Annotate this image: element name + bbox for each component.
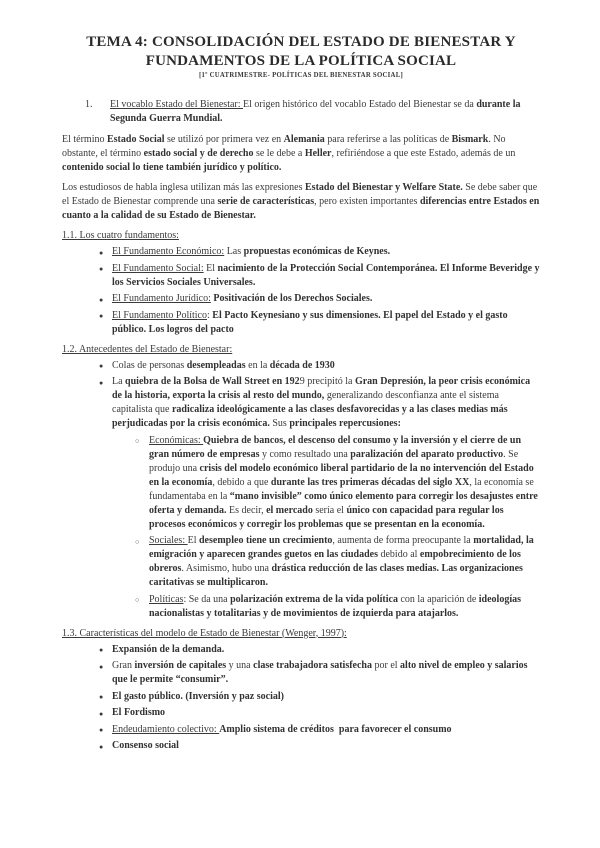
text-content: Económicas: Quiebra de bancos, el descenso del consumo y la inversión y el cierre de un gran número de empresas y como resultado una paralización del aparato productivo. Se produjo una crisis del modelo económico liberal partidario de la no intervención del Estado en la economía, debido a que durante las tres primeras décadas del siglo XX, la economía se fundamentaba en la “mano invisible” como único elemento para corregir los desajustes entre oferta y demanda. Es decir, el mercado sería el único con capacidad para regular los procesos económicos y corregir los problemas que se presentan en la economía. bbox=[149, 434, 541, 530]
bullet-disc-icon: ● bbox=[99, 726, 104, 734]
sub-bullet-list-item bbox=[62, 593, 540, 621]
bullet-list-item bbox=[62, 309, 540, 337]
bullet-list-item bbox=[62, 292, 540, 306]
text-content: El término Estado Social se utilizó por primera vez en Alemania para referirse a las políticas de Bismark. No obstante, el término estado social y de derecho se le debe a Heller, refiriéndose a que este Estado, además de un contenido social lo tiene también jurídico y político. bbox=[62, 134, 518, 173]
bullet-disc-icon: ● bbox=[99, 248, 104, 257]
bullet-disc-icon: ● bbox=[99, 312, 104, 320]
text-content: La quiebra de la Bolsa de Wall Street en 1929 precipitó la Gran Depresión, la peor crisis económica de la historia, exporta la crisis al resto del mundo, generalizando desconfianza ante el sistema capitalista que radicaliza ideológicamente a las clases desfavorecidas y a las clases medias más perjudicadas por la crisis económica. Sus principales repercusiones: bbox=[112, 376, 533, 429]
section-heading bbox=[62, 343, 540, 357]
bullet-disc-icon: ● bbox=[99, 362, 104, 370]
bullet-list-item bbox=[62, 690, 540, 704]
paragraph bbox=[62, 133, 540, 175]
text-content: El Fundamento Económico: Las propuestas económicas de Keynes. bbox=[112, 246, 391, 257]
bullet-list-item bbox=[62, 245, 540, 259]
sub-bullet-list-item bbox=[62, 534, 540, 590]
list-number: 1. bbox=[85, 99, 93, 110]
bullet-circle-icon: ○ bbox=[135, 596, 140, 604]
bullet-list-item bbox=[62, 262, 543, 290]
text-content: 1.2. Antecedentes del Estado de Bienestar: bbox=[62, 343, 233, 355]
paragraph bbox=[62, 181, 540, 223]
bullet-list-item bbox=[62, 659, 540, 687]
numbered-list-item bbox=[62, 98, 540, 126]
bullet-list-item bbox=[62, 723, 540, 737]
text-content: El vocablo Estado del Bienestar: El origen histórico del vocablo Estado del Bienestar se da durante la Segunda Guerra Mundial. bbox=[110, 99, 523, 124]
bullet-circle-icon: ○ bbox=[135, 437, 140, 445]
text-content: El Fordismo bbox=[112, 707, 166, 718]
bullet-disc-icon: ● bbox=[99, 646, 104, 654]
text-content: 1.1. Los cuatro fundamentos: bbox=[62, 230, 179, 241]
section-heading bbox=[62, 229, 540, 243]
document-title-line2: FUNDAMENTOS DE LA POLÍTICA SOCIAL bbox=[145, 52, 457, 69]
bullet-list-item bbox=[62, 643, 540, 657]
section-heading bbox=[62, 627, 540, 641]
text-content: El Fundamento Social: El nacimiento de la Protección Social Contemporánea. El Informe Beveridge y los Servicios Sociales Universales. bbox=[112, 262, 543, 288]
text-content: Políticas: Se da una polarización extrema de la vida política con la aparición de ideologías nacionalistas y totalitarias y de movimientos de izquierda para atajarlos. bbox=[149, 593, 524, 619]
bullet-disc-icon: ● bbox=[99, 378, 104, 387]
document-body bbox=[62, 98, 543, 753]
bullet-disc-icon: ● bbox=[99, 742, 104, 751]
text-content: Los estudiosos de habla inglesa utilizan más las expresiones Estado del Bienestar y Welfare State. Se debe saber que el Estado de Bienestar comprende una serie de características, pero existen importantes diferencias entre Estados en cuanto a la calidad de su Estado de Bienestar. bbox=[62, 182, 542, 221]
bullet-disc-icon: ● bbox=[99, 265, 104, 273]
text-content: 1.3. Características del modelo de Estado de Bienestar (Wenger, 1997): bbox=[62, 627, 347, 639]
text-content: Expansión de la demanda. bbox=[112, 643, 225, 655]
bullet-circle-icon: ○ bbox=[135, 537, 140, 546]
bullet-disc-icon: ● bbox=[99, 295, 104, 304]
text-content: Consenso social bbox=[112, 740, 179, 751]
text-content: Endeudamiento colectivo: Amplio sistema de créditos para favorecer el consumo bbox=[112, 723, 452, 735]
document-title-line1: TEMA 4: CONSOLIDACIÓN DEL ESTADO DE BIENESTAR Y bbox=[86, 34, 516, 50]
text-content: Sociales: El desempleo tiene un crecimiento, aumenta de forma preocupante la mortalidad, la emigración y aparecen grandes guetos en las ciudades debido al empobrecimiento de los obreros. Asimismo, hubo una drástica reducción de las clases medias. Las organizaciones caritativas se multiplicaron. bbox=[149, 535, 537, 588]
bullet-list-item bbox=[62, 739, 540, 753]
bullet-disc-icon: ● bbox=[99, 693, 104, 701]
bullet-disc-icon: ● bbox=[99, 709, 104, 718]
document-subtitle: [1º CUATRIMESTRE- POLÍTICAS DEL BIENESTAR SOCIAL] bbox=[198, 72, 404, 79]
bullet-list-item bbox=[62, 359, 540, 373]
bullet-list-item bbox=[62, 706, 540, 720]
text-content: El Fundamento Político: El Pacto Keynesiano y sus dimensiones. El papel del Estado y el gasto público. Los logros del pacto bbox=[112, 309, 511, 335]
text-content: El gasto público. (Inversión y paz social) bbox=[112, 690, 284, 702]
document-title bbox=[62, 33, 540, 70]
text-content: Gran inversión de capitales y una clase trabajadora satisfecha por el alto nivel de empleo y salarios que le permite “consumir”. bbox=[112, 660, 531, 685]
bullet-disc-icon: ● bbox=[99, 662, 104, 671]
text-content: El Fundamento Jurídico: Positivación de los Derechos Sociales. bbox=[112, 293, 373, 304]
sub-bullet-list-item bbox=[62, 434, 540, 532]
bullet-list-item bbox=[62, 375, 540, 431]
text-content: Colas de personas desempleadas en la década de 1930 bbox=[112, 359, 335, 371]
